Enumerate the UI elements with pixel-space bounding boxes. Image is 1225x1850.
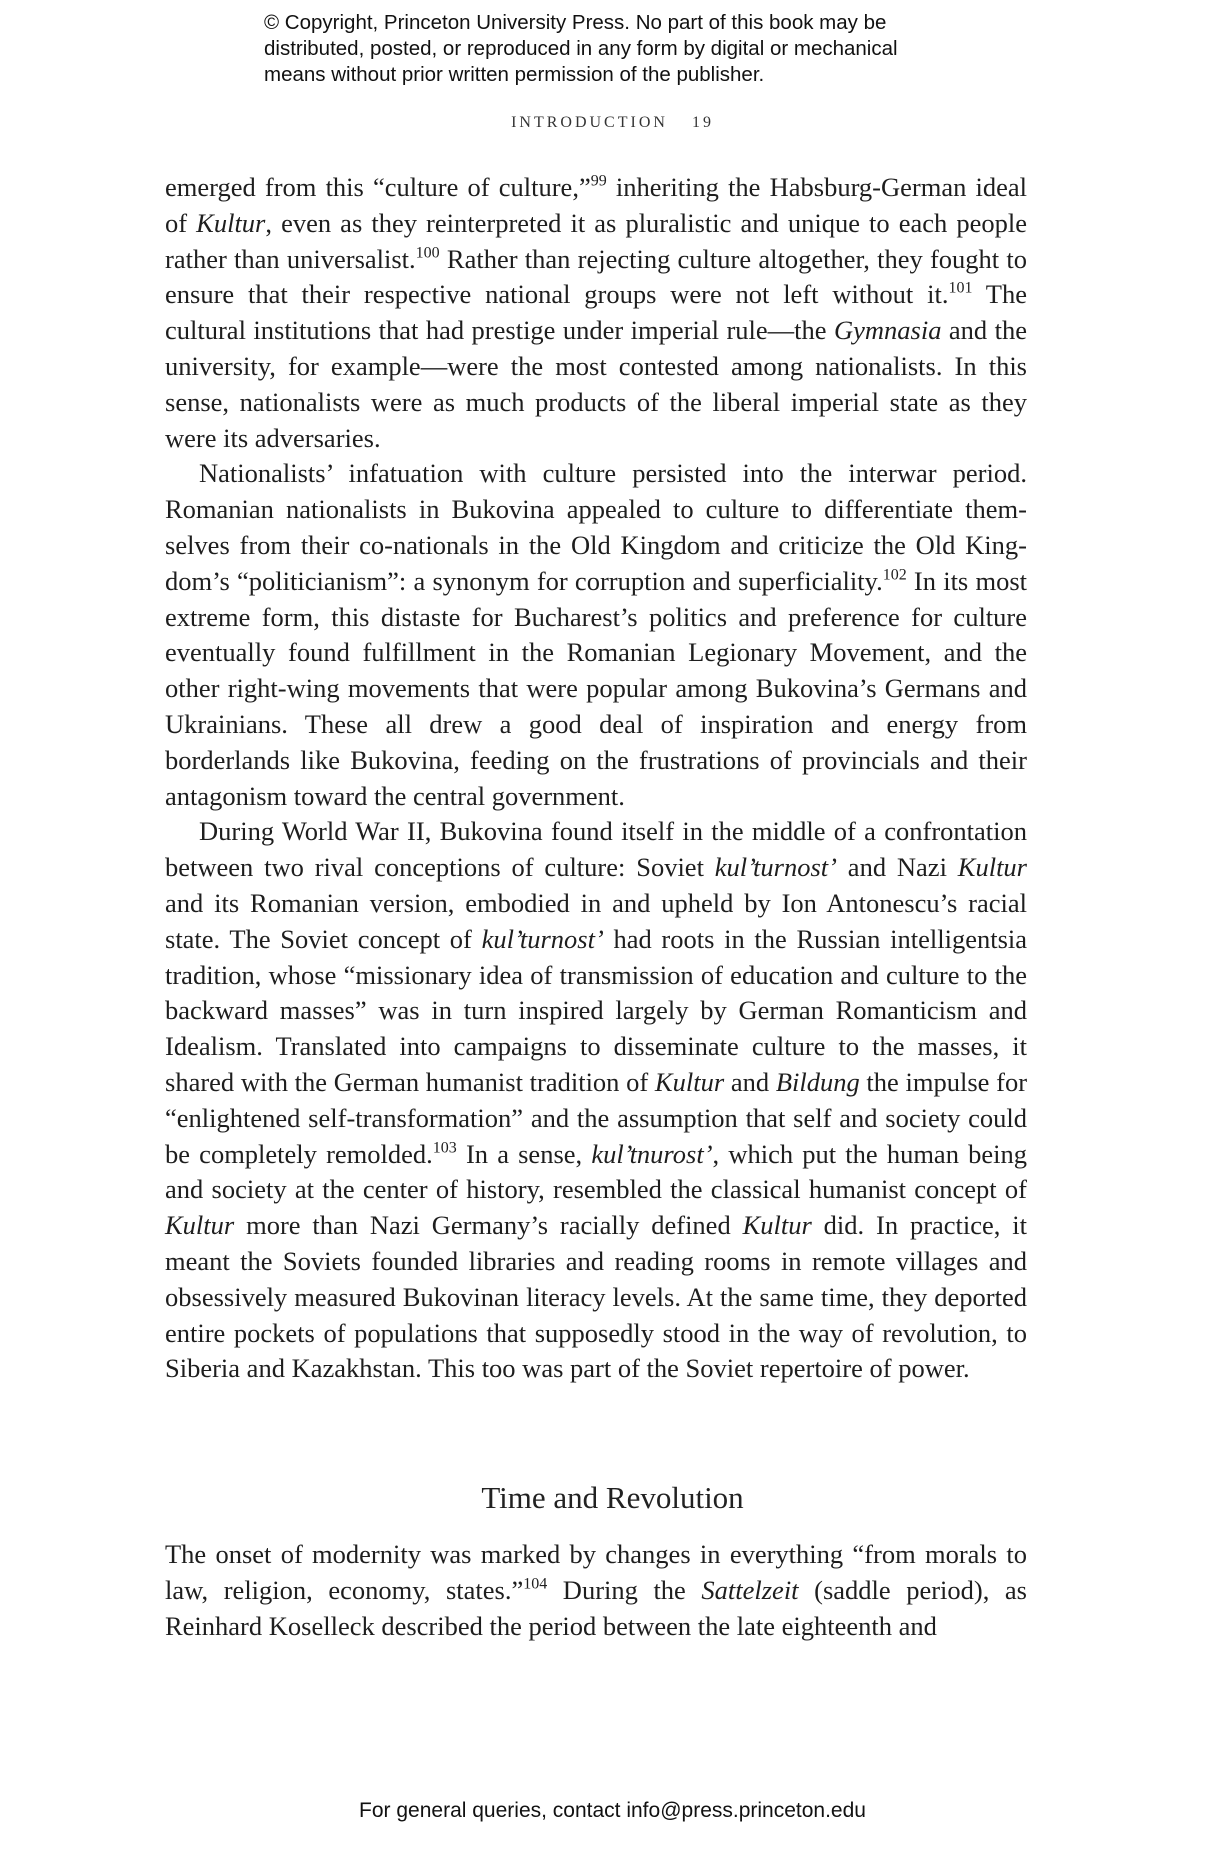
text-run: and its Romanian version, embodied in and upheld by Ion Antonescu’s racial state. The Soviet concept of: [165, 887, 1027, 954]
paragraph: [165, 1537, 1027, 1644]
copyright-line: © Copyright, Princeton University Press. No part of this book may be: [264, 11, 887, 34]
text-run: and Nazi: [836, 852, 958, 883]
footer-contact: For general queries, contact info@press.princeton.edu: [359, 1799, 866, 1822]
italic-text: Bildung: [775, 1066, 860, 1097]
italic-text: kul’turnost’: [481, 923, 604, 954]
italic-text: Kultur: [165, 1210, 235, 1241]
copyright-line: distributed, posted, or reproduced in any form by digital or mechanical: [264, 37, 898, 60]
italic-text: Sattelzeit: [701, 1574, 799, 1605]
paragraph: [165, 814, 1027, 1387]
text-run: Nationalists’ infatuation with culture persisted into the interwar period. Romanian nationalists in Bukovina appealed to culture to differentiate themselves from their co-nationals in the Old Kingdom and criticize the Old Kingdom’s “politicianism”: a synonym for corruption and superficiality.: [165, 458, 1027, 596]
text-run: , even as they reinterpreted it as pluralistic and unique to each people rather than universalist.: [165, 207, 1027, 274]
body-text: [165, 170, 1027, 1387]
running-head-section: INTRODUCTION: [511, 114, 668, 131]
footnote-marker: 100: [415, 244, 440, 262]
text-run: In its most extreme form, this distaste for Bucharest’s politics and preference for culture eventually found fulfillment in the Romanian Legionary Movement, and the other right-wing movements that were popular among Bukovina’s Germans and Ukrainians. These all drew a good deal of inspiration and energy from borderlands like Bukovina, feeding on the frustrations of provincials and their antagonism toward the central government.: [165, 565, 1027, 811]
text-run: In a sense,: [456, 1138, 592, 1169]
text-run: The onset of modernity was marked by changes in everything “from morals to law, religion, economy, states.”: [165, 1539, 1027, 1605]
text-run: During World War II, Bukovina found itself in the middle of a confrontation between two rival conceptions of culture: Soviet: [165, 816, 1027, 883]
text-run: emerged from this “culture of culture,”: [165, 172, 591, 202]
text-run: had roots in the Russian intelligentsia tradition, whose “missionary idea of transmission of education and culture to the backward masses” was in turn inspired largely by German Romanticism and Idealism. Translated into campaigns to disseminate culture to the masses, it shared with the German humanist tradition of: [165, 923, 1028, 1097]
paragraph: [165, 456, 1027, 814]
italic-text: Kultur: [654, 1066, 725, 1097]
page-number: 19: [691, 114, 714, 131]
text-run: During the: [547, 1574, 702, 1605]
footnote-marker: 104: [523, 1575, 548, 1593]
text-run: , which put the human being and society at the center of history, resembled the classical humanist concept of: [165, 1138, 1027, 1205]
text-run: Rather than rejecting culture altogether, they fought to ensure that their respective national groups were not left without it.: [165, 243, 1027, 310]
text-run: The cultural institutions that had prestige under imperial rule—the: [165, 279, 1027, 346]
copyright-notice: [264, 10, 1024, 88]
footnote-marker: 103: [432, 1139, 457, 1157]
italic-text: Kultur: [957, 852, 1027, 883]
text-run: and: [724, 1066, 776, 1097]
copyright-line: means without prior written permission of the publisher.: [264, 63, 765, 86]
running-head: [0, 114, 1225, 132]
paragraph: [165, 170, 1027, 456]
italic-text: kul’turnost’: [714, 852, 837, 883]
section-body-text: [165, 1537, 1027, 1644]
footnote-marker: 101: [948, 280, 973, 297]
italic-text: Kultur: [196, 207, 266, 238]
section-heading: Time and Revolution: [481, 1480, 744, 1515]
footnote-marker: 99: [590, 172, 607, 190]
text-run: (saddle period), as Reinhard Koselleck described the period between the late eighteenth and: [165, 1574, 1027, 1641]
text-run: did. In practice, it meant the Soviets founded libraries and reading rooms in remote villages and obsessively measured Bukovinan literacy levels. At the same time, they deported entire pockets of populations that supposedly stood in the way of revolution, to Siberia and Kazakhstan. This too was part of the Soviet repertoire of power.: [165, 1210, 1028, 1384]
italic-text: Kultur: [742, 1210, 812, 1241]
text-run: the impulse for “enlightened self-transformation” and the assumption that self and society could be completely remolded.: [165, 1066, 1028, 1169]
text-run: inheriting the Habsburg-German ideal of: [165, 172, 1027, 238]
text-run: and the university, for example—were the most contested among nationalists. In this sense, nationalists were as much products of the liberal imperial state as they were its adversaries.: [165, 315, 1027, 453]
text-run: more than Nazi Germany’s racially defined: [234, 1210, 743, 1241]
italic-text: kul’tnurost’: [591, 1138, 713, 1169]
italic-text: Gymnasia: [833, 315, 942, 346]
footnote-marker: 102: [882, 566, 907, 584]
